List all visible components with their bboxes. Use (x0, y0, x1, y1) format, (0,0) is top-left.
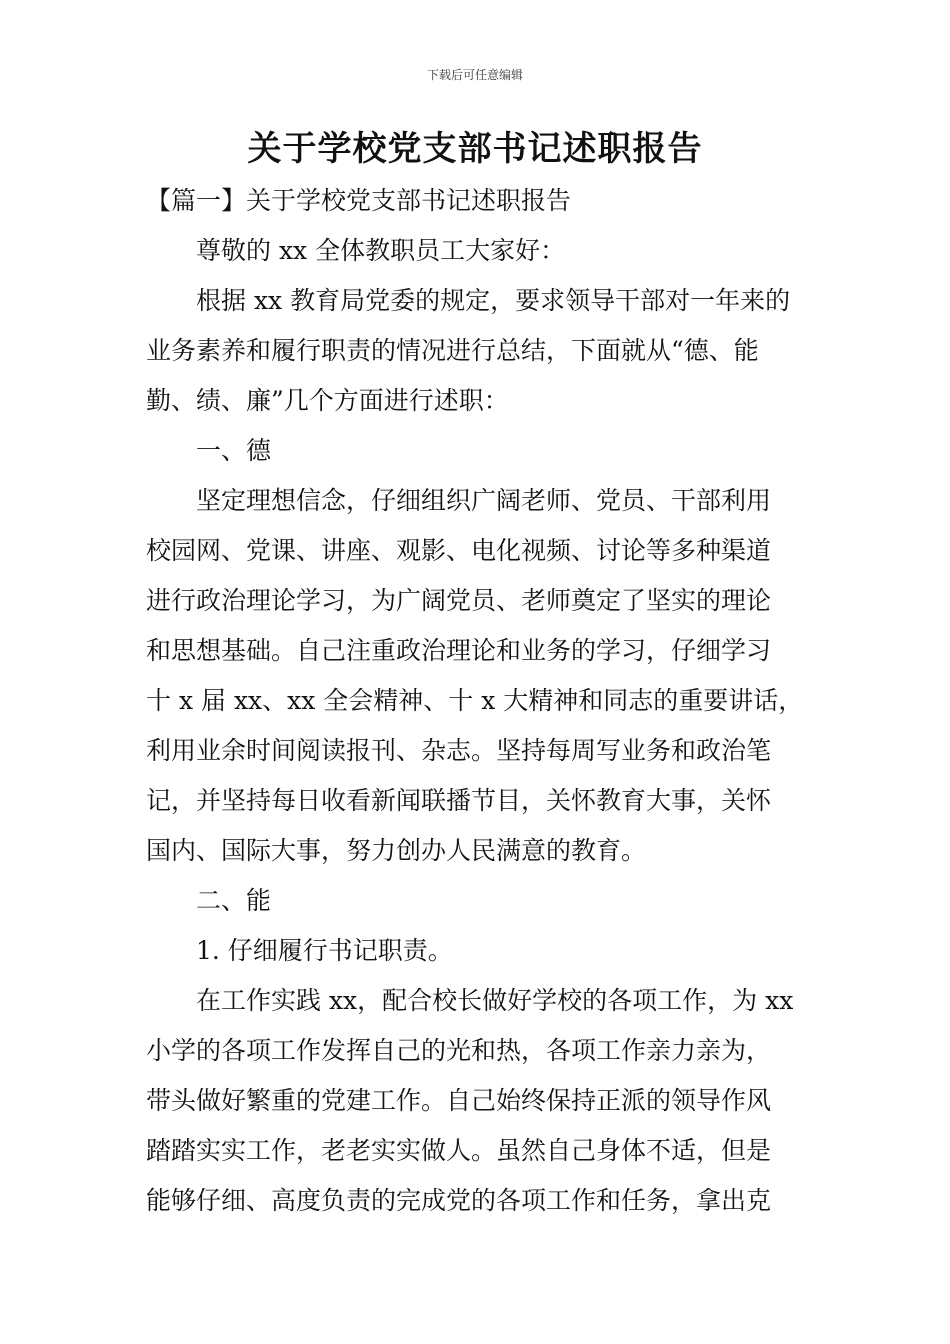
subsection-heading: 一、德 (196, 436, 272, 465)
paragraph-line: 勤、绩、廉”几个方面进行述职： (146, 386, 509, 415)
paragraph-line: 国内、国际大事，努力创办人民满意的教育。 (146, 836, 647, 865)
paragraph-line: 根据 xx 教育局党委的规定，要求领导干部对一年来的 (196, 286, 791, 315)
paragraph-line: 踏踏实实工作，老老实实做人。虽然自己身体不适，但是 (146, 1136, 772, 1165)
document-body (146, 176, 806, 1226)
numbered-item: 1. 仔细履行书记职责。 (196, 936, 453, 965)
paragraph-line: 进行政治理论学习，为广阔党员、老师奠定了坚实的理论 (146, 586, 772, 615)
paragraph-line: 小学的各项工作发挥自己的光和热，各项工作亲力亲为， (146, 1036, 772, 1065)
paragraph-line: 利用业余时间阅读报刊、杂志。坚持每周写业务和政治笔 (146, 736, 772, 765)
paragraph-line: 十 x 届 xx、xx 全会精神、十 x 大精神和同志的重要讲话， (146, 686, 804, 715)
salutation-line: 尊敬的 xx 全体教职员工大家好： (196, 236, 566, 265)
page-header-note: 下载后可任意编辑 (426, 68, 523, 82)
subsection-heading: 二、能 (196, 886, 272, 915)
document-title: 关于学校党支部书记述职报告 (247, 129, 703, 169)
paragraph-line: 能够仔细、高度负责的完成党的各项工作和任务，拿出克 (146, 1186, 772, 1215)
paragraph-line: 在工作实践 xx，配合校长做好学校的各项工作，为 xx (196, 986, 794, 1015)
section-heading: 【篇一】关于学校党支部书记述职报告 (146, 186, 572, 215)
paragraph-line: 业务素养和履行职责的情况进行总结，下面就从“德、能 (146, 336, 759, 365)
paragraph-line: 坚定理想信念，仔细组织广阔老师、党员、干部利用 (196, 486, 772, 515)
paragraph-line: 记，并坚持每日收看新闻联播节目，关怀教育大事，关怀 (146, 786, 772, 815)
paragraph-line: 和思想基础。自己注重政治理论和业务的学习，仔细学习 (146, 636, 772, 665)
paragraph-line: 校园网、党课、讲座、观影、电化视频、讨论等多种渠道 (146, 536, 772, 565)
paragraph-line: 带头做好繁重的党建工作。自己始终保持正派的领导作风 (146, 1086, 772, 1115)
